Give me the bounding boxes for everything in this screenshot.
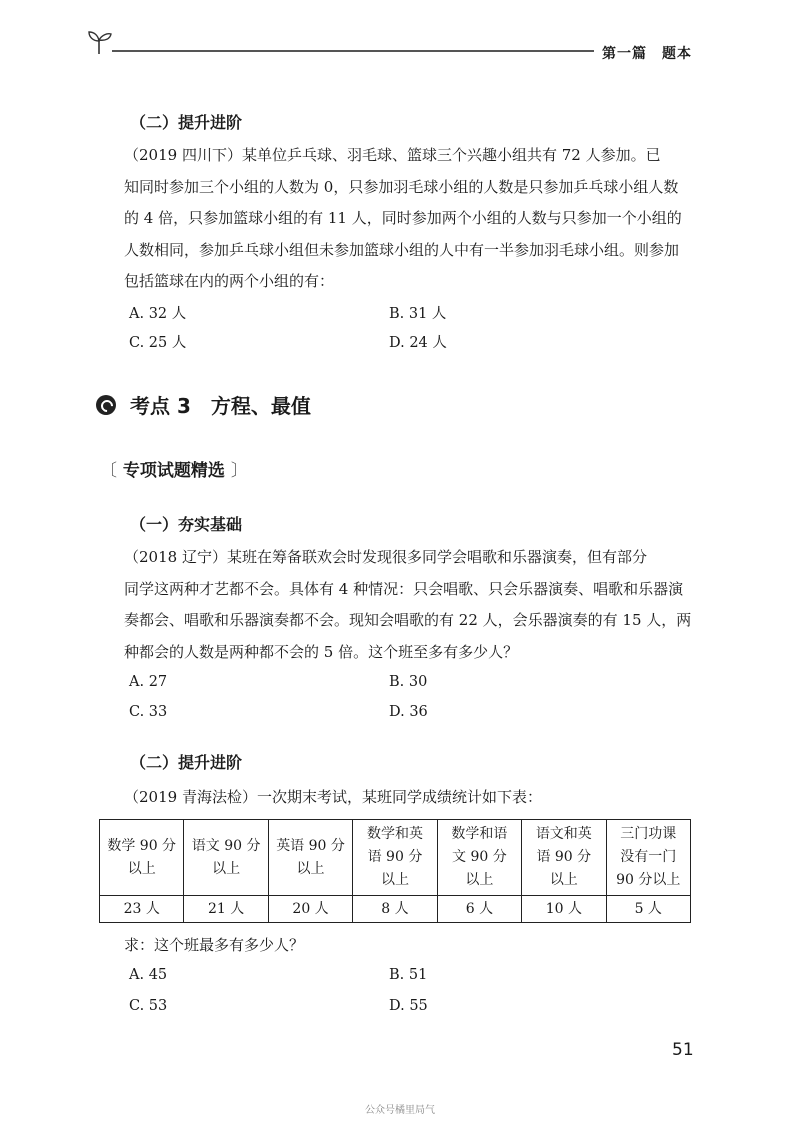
header-line: 语文和英 [535,826,592,842]
section-heading-advanced-2: （二）提升进阶 [130,753,243,772]
header-line: 以上 [127,860,156,877]
paragraph-line: 人数相同，参加乒乓球小组但未参加篮球小组的人中有一半参加羽毛球小组。则参加 [124,240,680,259]
option-a: A. 45 [129,967,168,983]
paragraph-line: 奏都会、唱歌和乐器演奏都不会。现知会唱歌的有 22 人，会乐器演奏的有 15 人，两 [124,611,692,629]
paragraph-line: 同学这两种才艺都不会。具体有 4 种情况：只会唱歌、只会乐器演奏、唱歌和乐器演 [124,579,684,598]
paragraph-line: （2018 辽宁）某班在筹备联欢会时发现很多同学会唱歌和乐器演奏，但有部分 [124,548,647,566]
option-a: A. 27 [129,674,168,690]
table-header-cell [100,820,184,896]
header-line: 90 分以上 [616,872,681,888]
table-cell: 20 人 [268,896,352,923]
paragraph-line: 的 4 倍，只参加篮球小组的有 11 人，同时参加两个小组的人数与只参加一个小组的 [124,209,682,227]
option-d: D. 24 人 [389,335,447,351]
subsection-banner [100,456,248,481]
option-b: B. 30 [389,674,428,690]
topic-title: 考点 3 方程、最值 [130,394,311,418]
header-line: 三门功课 [620,826,677,842]
page-number: 51 [672,1040,694,1060]
table-cell: 5 人 [606,896,690,923]
option-c: C. 33 [129,704,168,720]
question-paragraph-1 [124,140,696,298]
table-header-row [100,820,691,896]
header-line: 以上 [380,872,409,888]
topic-heading [96,390,311,419]
section-heading-basic: （一）夯实基础 [130,515,243,534]
paragraph-line: 知同时参加三个小组的人数为 0，只参加羽毛球小组的人数是只参加乒乓球小组人数 [124,177,679,196]
option-d: D. 55 [389,998,428,1014]
topic-badge-icon [96,395,116,415]
header-line: 没有一门 [620,849,677,865]
table-cell: 6 人 [437,896,521,923]
paragraph-line: （2019 四川下）某单位乒乓球、羽毛球、篮球三个兴趣小组共有 72 人参加。已 [124,146,661,164]
header-line: 以上 [296,860,325,877]
option-b: B. 31 人 [389,306,447,322]
score-table [99,819,691,923]
header-line: 语 90 分 [367,849,423,865]
bracket-left: 〔 [100,461,117,481]
option-c: C. 53 [129,998,168,1014]
bracket-right: 〕 [230,461,248,481]
header-line: 语文 90 分 [191,837,261,854]
header-line: 数学 90 分 [107,837,177,854]
subsection-title: 专项试题精选 [122,461,225,481]
table-cell: 8 人 [353,896,437,923]
option-a: A. 32 人 [129,306,187,322]
header-line: 数学和语 [451,826,508,842]
header-line: 以上 [549,872,578,888]
header-title: 第一篇 题本 [594,43,692,63]
table-header-cell [522,820,606,896]
table-header-cell [437,820,521,896]
table-cell: 10 人 [522,896,606,923]
question-intro: （2019 青海法检）一次期末考试，某班同学成绩统计如下表： [124,788,542,806]
table-cell: 21 人 [184,896,268,923]
table-header-cell [268,820,352,896]
watermark: 公众号橘里局气 [365,1105,435,1116]
header-line: 以上 [465,872,494,888]
table-row [100,896,691,923]
table-header-cell [353,820,437,896]
option-d: D. 36 [389,704,428,720]
header-line: 语 90 分 [536,849,592,865]
header-line: 以上 [212,860,241,877]
question-paragraph-2 [124,542,696,668]
header-line: 文 90 分 [452,849,507,865]
table-cell: 23 人 [100,896,184,923]
table-header-cell [606,820,690,896]
question-prompt: 求：这个班最多有多少人？ [124,936,305,954]
table-header-cell [184,820,268,896]
header-line: 英语 90 分 [276,837,345,854]
sprout-icon [84,26,114,56]
option-b: B. 51 [389,967,428,983]
paragraph-line: 包括篮球在内的两个小组的有： [124,272,335,290]
paragraph-line: 种都会的人数是两种都不会的 5 倍。这个班至多有多少人？ [124,642,519,661]
section-heading-advanced: （二）提升进阶 [130,113,243,132]
header-line: 数学和英 [366,826,423,842]
option-c: C. 25 人 [129,335,187,351]
